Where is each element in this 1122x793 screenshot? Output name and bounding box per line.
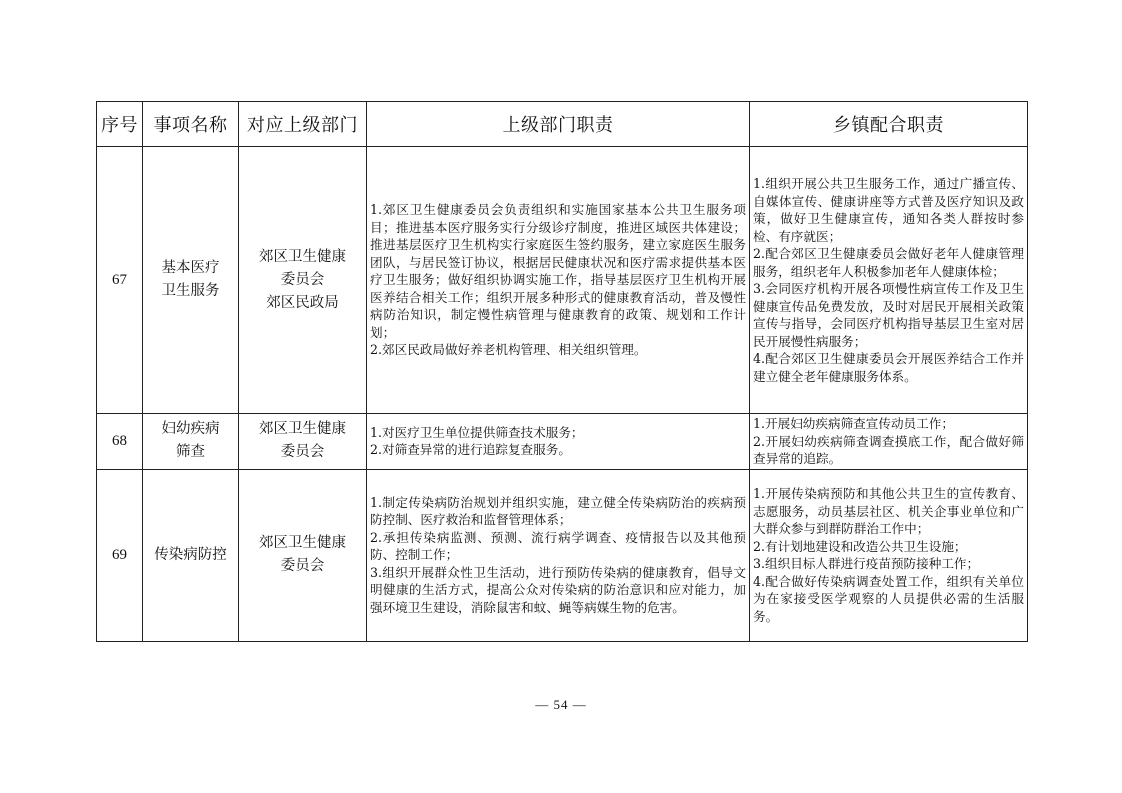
page-number: — 54 — <box>535 697 587 712</box>
duty-item: 2.郊区民政局做好养老机构管理、相关组织管理。 <box>370 342 647 358</box>
row-seq: 67 <box>97 147 143 414</box>
duty-item: 1.开展妇幼疾病筛查宣传动员工作； <box>753 416 954 431</box>
duty-item: 3.组织开展群众性卫生活动，进行预防传染病的健康教育，倡导文明健康的生活方式，提高公众对传染病的防治意识和应对能力，加强环境卫生建设，消除鼠害和蚊、蝇等病媒生物的危害。 <box>370 564 746 615</box>
row-seq: 68 <box>97 414 143 470</box>
header-town-duty: 乡镇配合职责 <box>750 102 1028 147</box>
dept-line: 郊区卫生健康 <box>259 248 346 265</box>
header-seq: 序号 <box>97 102 143 147</box>
header-upper-dept: 对应上级部门 <box>239 102 367 147</box>
header-upper-duty: 上级部门职责 <box>367 102 750 147</box>
duty-table <box>96 101 1028 642</box>
row-seq: 69 <box>97 469 143 641</box>
dept-line: 郊区卫生健康 <box>259 421 346 438</box>
duty-item: 4.配合做好传染病调查处置工作，组织有关单位为在家接受医学观察的人员提供必需的生活服务。 <box>753 573 1024 624</box>
duty-item: 1.制定传染病防治规划并组织实施，建立健全传染病防治的疾病预防控制、医疗救治和监督管理体系； <box>370 494 746 528</box>
item-name-line: 卫生服务 <box>161 283 220 299</box>
row-upper-dept <box>239 469 367 641</box>
row-upper-duty <box>367 147 750 414</box>
duty-item: 2.配合郊区卫生健康委员会做好老年人健康管理服务，组织老年人积极参加老年人健康体检； <box>753 246 1024 279</box>
dept-line: 郊区民政局 <box>266 294 339 311</box>
duty-item: 2.有计划地建设和改造公共卫生设施； <box>753 538 967 554</box>
table-row <box>97 147 1028 414</box>
dept-line: 委员会 <box>280 558 325 574</box>
row-upper-duty <box>367 469 750 641</box>
row-upper-dept <box>239 147 367 414</box>
duty-item: 3.组织目标人群进行疫苗预防接种工作； <box>753 556 980 571</box>
row-item-name <box>143 147 239 414</box>
duty-item: 4.配合郊区卫生健康委员会开展医养结合工作并建立健全老年健康服务体系。 <box>753 351 1024 384</box>
duty-item: 1.对医疗卫生单位提供筛查技术服务； <box>370 424 584 440</box>
table-row <box>97 469 1028 641</box>
row-upper-duty <box>367 414 750 470</box>
row-upper-dept <box>239 414 367 470</box>
table-row <box>97 414 1028 470</box>
row-town-duty <box>750 469 1028 641</box>
row-item-name <box>143 414 239 470</box>
duty-item: 2.承担传染病监测、预测、流行病学调查、疫情报告以及其他预防、控制工作； <box>370 529 746 563</box>
duty-item: 1.开展传染病预防和其他公共卫生的宣传教育、志愿服务，动员基层社区、机关企事业单位和广大群众参与到群防群治工作中； <box>753 486 1024 536</box>
header-item-name: 事项名称 <box>143 102 239 147</box>
dept-line: 郊区卫生健康 <box>259 535 346 551</box>
dept-line: 委员会 <box>280 444 325 461</box>
item-name-line: 妇幼疾病 <box>161 421 220 438</box>
duty-item: 1.郊区卫生健康委员会负责组织和实施国家基本公共卫生服务项目；推进基本医疗服务实行分级诊疗制度，推进区域医共体建设；推进基层医疗卫生机构实行家庭医生签约服务，建立家庭医生服务团队，与居民签订协议，根据居民健康状况和医疗需求提供基本医疗卫生服务；做好组织协调实施工作，指导基层医疗卫生机构开展医养结合相关工作；组织开展多种形式的健康教育活动，普及慢性病防治知识，制定慢性病管理与健康教育的政策、规划和工作计划； <box>370 202 746 340</box>
duty-item: 3.会同医疗机构开展各项慢性病宣传工作及卫生健康宣传品免费发放，及时对居民开展相关政策宣传与指导，会同医疗机构指导基层卫生室对居民开展慢性病服务； <box>753 281 1024 349</box>
item-name-line: 基本医疗 <box>161 260 220 276</box>
dept-line: 委员会 <box>280 271 325 288</box>
table-header-row <box>97 102 1028 147</box>
row-town-duty <box>750 147 1028 414</box>
duty-item: 2.对筛查异常的进行追踪复查服务。 <box>370 442 571 458</box>
duty-item: 1.组织开展公共卫生服务工作，通过广播宣传、自媒体宣传、健康讲座等方式普及医疗知识及政策，做好卫生健康宣传，通知各类人群按时参检、有序就医； <box>753 176 1024 244</box>
item-name-line: 传染病防控 <box>154 546 227 563</box>
item-name-line: 筛查 <box>176 444 205 461</box>
row-town-duty <box>750 414 1028 470</box>
row-item-name <box>143 469 239 641</box>
duty-item: 2.开展妇幼疾病筛查调查摸底工作，配合做好筛查异常的追踪。 <box>753 433 1024 466</box>
